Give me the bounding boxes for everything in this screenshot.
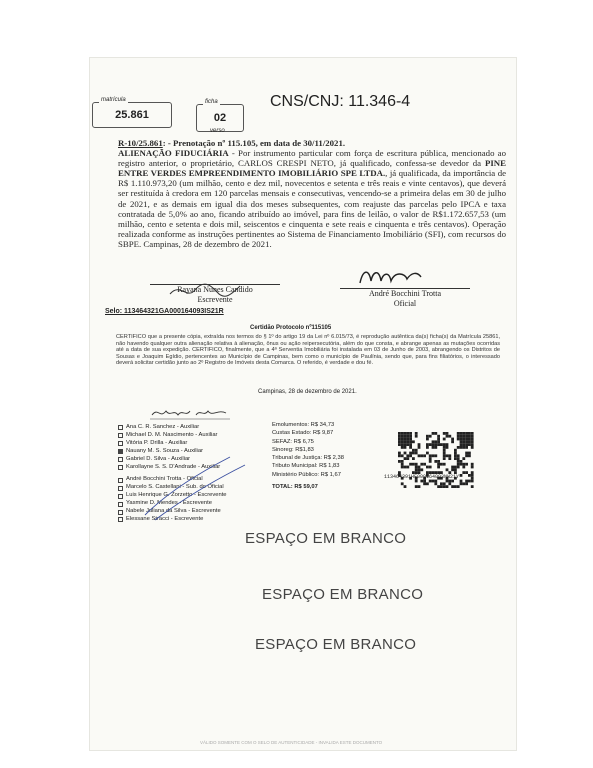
blank-space-stamp-1: ESPAÇO EM BRANCO (245, 530, 407, 547)
staff-name: Michael D. M. Nascimento - Auxiliar (126, 431, 218, 438)
staff-name: Vitória P. Drilla - Auxiliar (126, 439, 188, 446)
staff-name: Karollayne S. S. D'Andrade - Auxiliar (126, 463, 221, 470)
staff-name: Elessane Stracci - Escrevente (126, 515, 204, 522)
registration-text (118, 138, 506, 249)
staff-checkbox (118, 433, 123, 438)
staff-name: Luis Henrique G. Zorzetto - Escrevente (126, 492, 227, 499)
fee-line: Tributo Municipal: R$ 1,83 (272, 463, 340, 470)
staff-checkbox (118, 425, 123, 430)
blue-ink-scribble (135, 445, 265, 525)
staff-checkbox (118, 478, 123, 483)
staff-name: Yasmine D. Mendes - Escrevente (126, 500, 212, 507)
matricula-label: matrícula (101, 97, 126, 103)
fee-line: Emolumentos: R$ 34,73 (272, 422, 335, 428)
registration-text-2: , já qualificada, da importância de R$ 1.110.973,20 (um milhão, cento e dez mil, novecentos e setenta e três reais e vinte centavos), que deverá ser restituída à credora em 120 parcelas mensais e consecutivas, vencendo-se a primeira delas em 30 de julho de 2021, e as demais em igual dia dos meses subsequentes, com reajuste das parcelas pelo IPCA e taxa contratada de 5,0% ao ano, ficando atribuído ao imóvel, para fins de leilão, o valor de R$1.172.657,53 (um milhão, cento e setenta e dois mil, seiscentos e cinquenta e sete reais e cinquenta e três centavos). Operação realizada conforme as instruções pertinentes ao Sistema de Financiamento Imobiliário (SFI), com recursos do SBPE. Campinas, 28 de dezembro de 2021. (118, 168, 506, 249)
staff-checkbox (118, 486, 123, 491)
staff-checkbox (118, 465, 123, 470)
fee-total: TOTAL: R$ 59,07 (272, 484, 318, 491)
ficha-label: ficha (205, 99, 218, 105)
fees-list (272, 421, 344, 491)
left-signer-role: Escrevente (197, 295, 233, 304)
staff-row (118, 432, 227, 440)
ficha-value: 02 (213, 112, 227, 124)
staff-checkbox (118, 457, 123, 462)
right-signature-scribble (355, 263, 425, 289)
right-signer-role: Oficial (393, 299, 417, 308)
certidao-title: Certidão Protocolo nº115105 (250, 325, 332, 331)
staff-name: André Bocchini Trotta - Oficial (126, 476, 203, 483)
cns-code: CNS/CNJ: 11.346-4 (270, 93, 411, 110)
verso-label: verso (210, 128, 225, 134)
matricula-box (92, 97, 172, 128)
qr-code-text: 113464391HF000164093NW21Y (384, 474, 460, 480)
creditor-name: PINE ENTRE VERDES EMPREENDIMENTO IMOBILIÁRIO SPE LTDA. (118, 158, 506, 179)
matricula-value: 25.861 (115, 109, 149, 121)
registration-ref: R-10/25.861 (118, 138, 163, 148)
staff-name: Nauany M. S. Souza - Auxiliar (126, 447, 204, 454)
fee-line: Ministério Público: R$ 1,67 (272, 471, 341, 478)
prenotacao: : - Prenotação nº 115.105, em data de 30/11/2021. (162, 138, 346, 148)
blank-space-stamp-2: ESPAÇO EM BRANCO (262, 586, 424, 603)
staff-row (118, 424, 227, 432)
staff-checkbox (118, 441, 123, 446)
staff-checkbox (118, 502, 123, 507)
fee-line: Tribunal de Justiça: R$ 2,38 (272, 455, 344, 462)
staff-checkbox (118, 494, 123, 499)
footer-note: VÁLIDO SOMENTE COM O SELO DE AUTENTICIDADE - INVALIDA ESTE DOCUMENTO (200, 740, 383, 745)
fee-line: Custas Estado: R$ 9,87 (272, 430, 334, 437)
staff-name: Ana C. R. Sanchez - Auxiliar (126, 424, 200, 430)
staff-name: Marcelo S. Castellani - Sub. do Oficial (126, 484, 224, 491)
staff-name: Nabele Juliana da Silva - Escrevente (126, 508, 221, 515)
staff-name: Gabriel D. Silva - Auxiliar (126, 455, 191, 462)
registration-title: ALIENAÇÃO FIDUCIÁRIA (118, 148, 229, 159)
certidao-date: Campinas, 28 de dezembro de 2021. (258, 389, 357, 395)
staff-checkbox (118, 510, 123, 515)
blank-space-stamp-3: ESPAÇO EM BRANCO (255, 636, 417, 653)
selo-code: Selo: 113464321GA000164093IS21R (105, 308, 224, 315)
left-signer-name: Rayana Nunes Candido (177, 285, 253, 294)
fee-line: SEFAZ: R$ 6,75 (272, 438, 314, 445)
fee-line: Sinoreg: R$1,83 (272, 446, 314, 453)
right-signer-name: André Bocchini Trotta (369, 289, 441, 298)
registration-text-1: - Por instrumento particular com força de escritura pública, mencionado ao registro anterior, o proprietário, CARLOS CRESPI NETO, já qualificado, confessa-se devedor da (118, 148, 506, 169)
handwritten-signature (150, 405, 230, 421)
staff-checkbox (118, 517, 123, 522)
certidao-text: CERTIFICO que a presente cópia, extraída nos termos do § 1º do artigo 19 da Lei nº 6.015/73, é reprodução autêntica da(s) ficha(s) da Matrícula 25861, não havendo qualquer outra alienação relativa à alienação, ônus ou ação reipersecutória, além do que consta, e abrange apenas as mutações ocorridas até a data de sua expedição. CERTIFICO, finalmente, que a 4ª Serventia Imobiliária foi instalada em 03 de Junho de 2003, abrangendo os Distritos de Sousas e Joaquim Egídio, pertencentes ao Município de Campinas, bem como o município de Paulínia, sendo que, para fins filiatórios, o interessado deverá solicitar certidão junto ao 2º Registro de Imóveis desta Comarca. O referido, é verdade e dou fé. (116, 334, 500, 367)
staff-checkbox (118, 449, 123, 454)
